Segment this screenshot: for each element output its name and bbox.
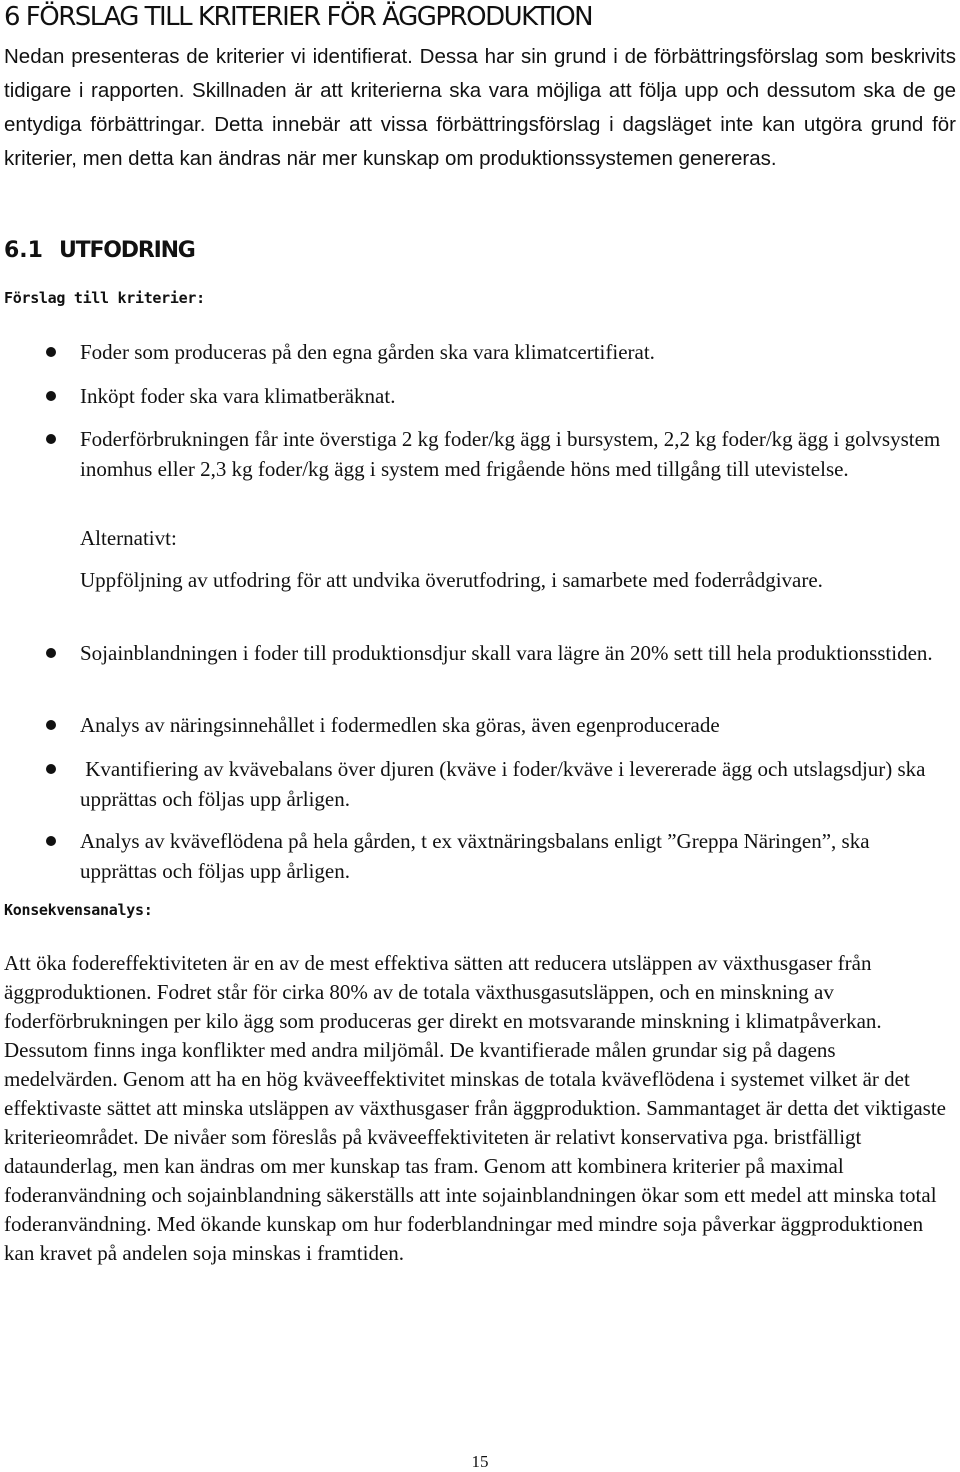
criteria-item-text: Kvantifiering av kvävebalans över djuren (kväve i foder/kväve i levererade ägg och utslagsdjur) ska upprättas och följas upp årligen. [80, 757, 931, 811]
criteria-item-text: Foder som produceras på den egna gården ska vara klimatcertifierat. [80, 340, 655, 364]
criteria-item-text: Inköpt foder ska vara klimatberäknat. [80, 384, 396, 408]
analysis-label: Konsekvensanalys: [4, 901, 153, 919]
page-number: 15 [471, 1452, 489, 1471]
bullet-icon [46, 720, 56, 730]
bullet-icon [46, 764, 56, 774]
criteria-item-text: Sojainblandningen i foder till produktionsdjur skall vara lägre än 20% sett till hela produktionsstiden. [80, 641, 933, 665]
section-heading [4, 238, 195, 263]
criteria-item-text: Analys av kväveflödena på hela gården, t ex växtnäringsbalans enligt ”Greppa Näringen”, ska upprättas och följas upp årligen. [80, 829, 870, 883]
chapter-heading: 6 FÖRSLAG TILL KRITERIER FÖR ÄGGPRODUKTION [4, 2, 593, 32]
intro-paragraph: Nedan presenteras de kriterier vi identifierat. Dessa har sin grund i de förbättringsförslag som beskrivits tidigare i rapporten. Skillnaden är att kriterierna ska vara möjliga att följa upp och dessutom ska de ge entydiga förbättringar. Detta innebär att vissa förbättringsförslag i dagsläget inte kan utgöra grund för kriterier, men detta kan ändras när mer kunskap om produktionssystemen genereras. [4, 45, 956, 170]
bullet-icon [46, 347, 56, 357]
section-title: UTFODRING [58, 238, 195, 263]
analysis-paragraph: Att öka fodereffektiviteten är en av de mest effektiva sätten att reducera utsläppen av växthusgaser från äggproduktionen. Fodret står för cirka 80% av de totala växthusgasutsläppen, och en minskning av foderförbrukningen per kilo ägg som produceras ger direkt en motsvarande minskning i klimatpåverkan. Dessutom finns inga konflikter med andra miljömål. De kvantifierade målen grundar sig på dagens medelvärden. Genom att ha en hög kväveeffektivitet minskas de totala kväveflödena i systemet vilket är det effektivaste sättet att minska utsläppen av växthusgaser från äggproduktion. Sammantaget är detta det viktigaste kriterieområdet. De nivåer som föreslås på kväveeffektiviteten är relativt konservativa pga. bristfälligt dataunderlag, men kan ändras om mer kunskap tas fram. Genom att kombinera kriterier på maximal foderanvändning och sojainblandning säkerställs att inte sojainblandningen ökar som ett medel att minska total foderanvändning. Med ökande kunskap om hur foderblandningar med mindre soja påverkar äggproduktionen kan kravet på andelen soja minskas i framtiden. [4, 951, 946, 1265]
criteria-label: Förslag till kriterier: [4, 289, 205, 307]
criteria-item-text: Foderförbrukningen får inte överstiga 2 kg foder/kg ägg i bursystem, 2,2 kg foder/kg ägg i golvsystem inomhus eller 2,3 kg foder/kg ägg i system med frigående höns med tillgång till utevistelse. [80, 427, 941, 481]
alternative-label: Alternativt: [80, 526, 177, 550]
bullet-icon [46, 836, 56, 846]
section-number: 6.1 [4, 238, 43, 263]
alternative-text: Uppföljning av utfodring för att undvika överutfodring, i samarbete med foderrådgivare. [80, 568, 823, 592]
bullet-icon [46, 391, 56, 401]
bullet-icon [46, 434, 56, 444]
criteria-item-text: Analys av näringsinnehållet i fodermedlen ska göras, även egenproducerade [80, 713, 720, 737]
bullet-icon [46, 648, 56, 658]
